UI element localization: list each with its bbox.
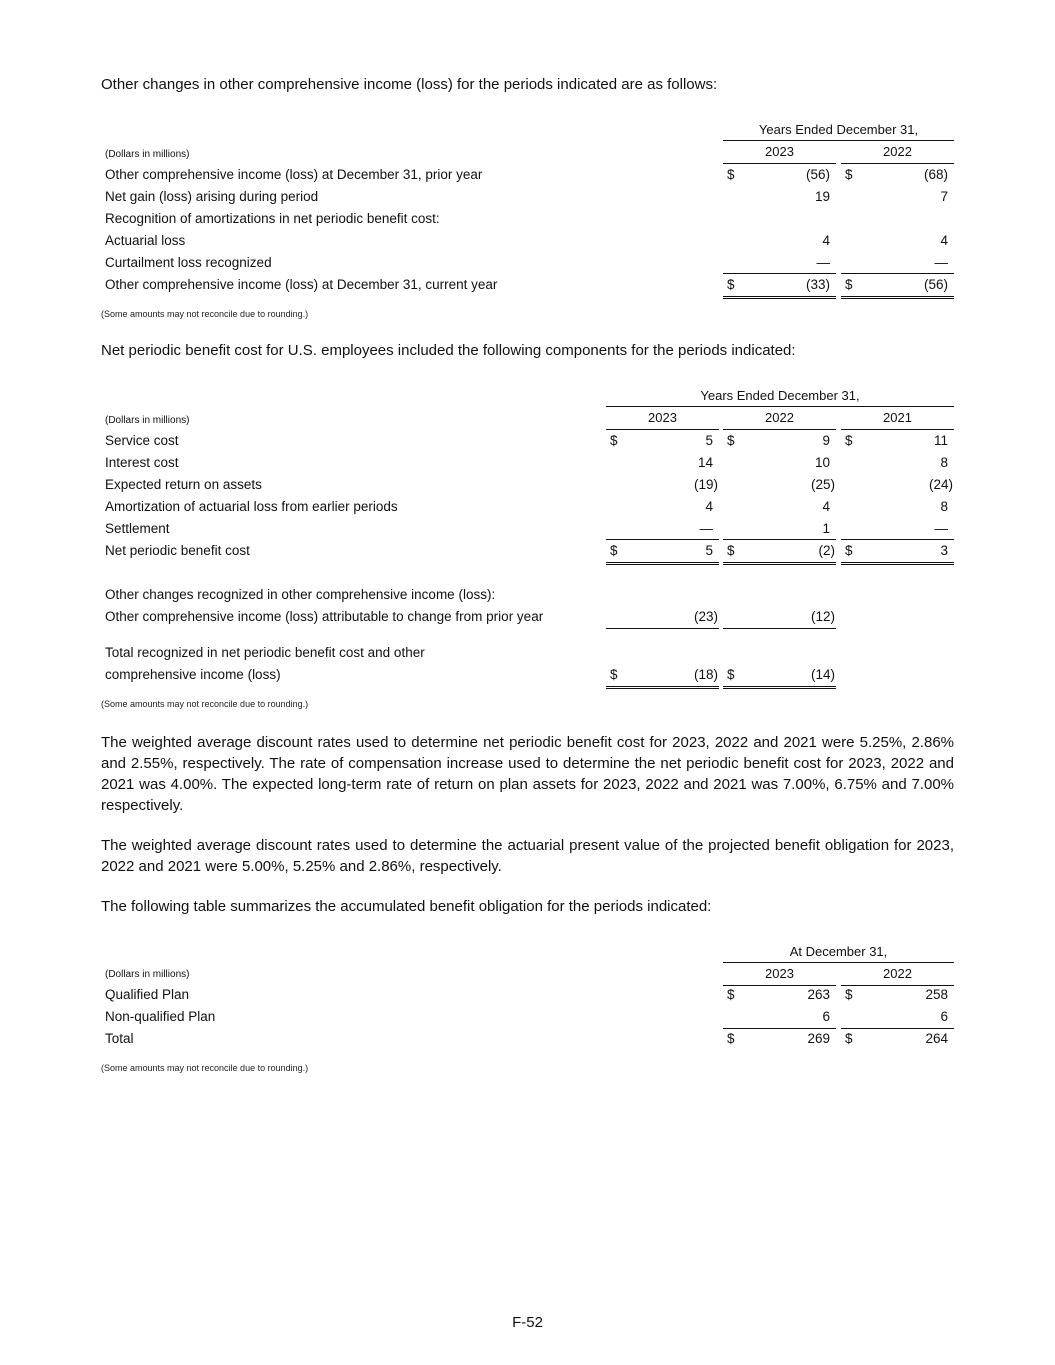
table2-unit: (Dollars in millions) <box>105 415 190 426</box>
pbo-discount-rate-paragraph: The weighted average discount rates used to determine the actuarial present value of the projected benefit obligation for 2023, 2022 and 2021 were 5.00%, 5.25% and 2.86%, respectively. <box>101 837 954 875</box>
table2-total-label-line1: Total recognized in net periodic benefit cost and other <box>105 645 425 660</box>
table-row: Other comprehensive income (loss) attributable to change from prior year (23) (12) <box>105 609 835 624</box>
table3-header: At December 31, <box>789 944 888 959</box>
table2-year-2023: 2023 <box>648 410 677 425</box>
table3-unit: (Dollars in millions) <box>105 969 190 980</box>
table-row: comprehensive income (loss) $ (18) $ (14) <box>105 667 835 682</box>
table-row: Net periodic benefit cost $ 5 $ (2) $ 3 <box>105 543 948 558</box>
table-row: Actuarial loss 4 4 <box>105 233 948 248</box>
table-row: Other comprehensive income (loss) at December 31, prior year $ (56) $ (68) <box>105 167 948 182</box>
table-row: Service cost $ 5 $ 9 $ 11 <box>105 433 948 448</box>
table2-year-2022: 2022 <box>765 410 794 425</box>
table1-year-2023: 2023 <box>765 144 794 159</box>
table3-year-2022: 2022 <box>883 966 912 981</box>
table3-footnote: (Some amounts may not reconcile due to rounding.) <box>101 1063 309 1073</box>
table-row: Other comprehensive income (loss) at December 31, current year $ (33) $ (56) <box>105 277 948 292</box>
table2-footnote: (Some amounts may not reconcile due to rounding.) <box>101 699 309 709</box>
discount-rate-paragraph: The weighted average discount rates used to determine net periodic benefit cost for 2023, 2022 and 2021 were 5.25%, 2.86% and 2.55%, respectively. The rate of compensation increase used to determine the net periodic benefit cost for 2023, 2022 and 2021 was 4.00%. The expected long-term rate of return on plan assets for 2023, 2022 and 2021 was 7.00%, 6.75% and 7.00% respectively. <box>101 734 954 814</box>
table2-header: Years Ended December 31, <box>700 388 860 403</box>
table-row: Amortization of actuarial loss from earlier periods 4 4 8 <box>105 499 948 514</box>
table-row: Non-qualified Plan 6 6 <box>105 1009 948 1024</box>
accumulated-benefit-obligation-table <box>101 942 954 1054</box>
table3-year-2023: 2023 <box>765 966 794 981</box>
table-row: Expected return on assets (19) (25) (24) <box>105 477 953 492</box>
table-row: Total $ 269 $ 264 <box>105 1031 948 1046</box>
table1-unit: (Dollars in millions) <box>105 149 190 160</box>
table1-year-2022: 2022 <box>883 144 912 159</box>
table-row: Net gain (loss) arising during period 19 7 <box>105 189 948 204</box>
table-row: Qualified Plan $ 263 $ 258 <box>105 987 948 1002</box>
page-number: F-52 <box>512 1314 543 1331</box>
table1-intro: Other changes in other comprehensive income (loss) for the periods indicated are as follows: <box>101 76 718 93</box>
oci-changes-table <box>101 120 954 300</box>
table1-footnote: (Some amounts may not reconcile due to rounding.) <box>101 309 309 319</box>
table1-header: Years Ended December 31, <box>758 122 919 137</box>
table-row: Curtailment loss recognized — — <box>105 255 948 270</box>
table-row: Recognition of amortizations in net periodic benefit cost: <box>105 211 440 226</box>
table-row: Settlement — 1 — <box>105 521 948 536</box>
table-row: Interest cost 14 10 8 <box>105 455 948 470</box>
table2-year-2021: 2021 <box>883 410 912 425</box>
table3-intro: The following table summarizes the accumulated benefit obligation for the periods indicated: <box>101 898 712 915</box>
table2-intro: Net periodic benefit cost for U.S. employees included the following components for the periods indicated: <box>101 342 796 359</box>
table2-oci-heading: Other changes recognized in other comprehensive income (loss): <box>105 587 496 602</box>
net-periodic-benefit-table <box>101 386 954 690</box>
